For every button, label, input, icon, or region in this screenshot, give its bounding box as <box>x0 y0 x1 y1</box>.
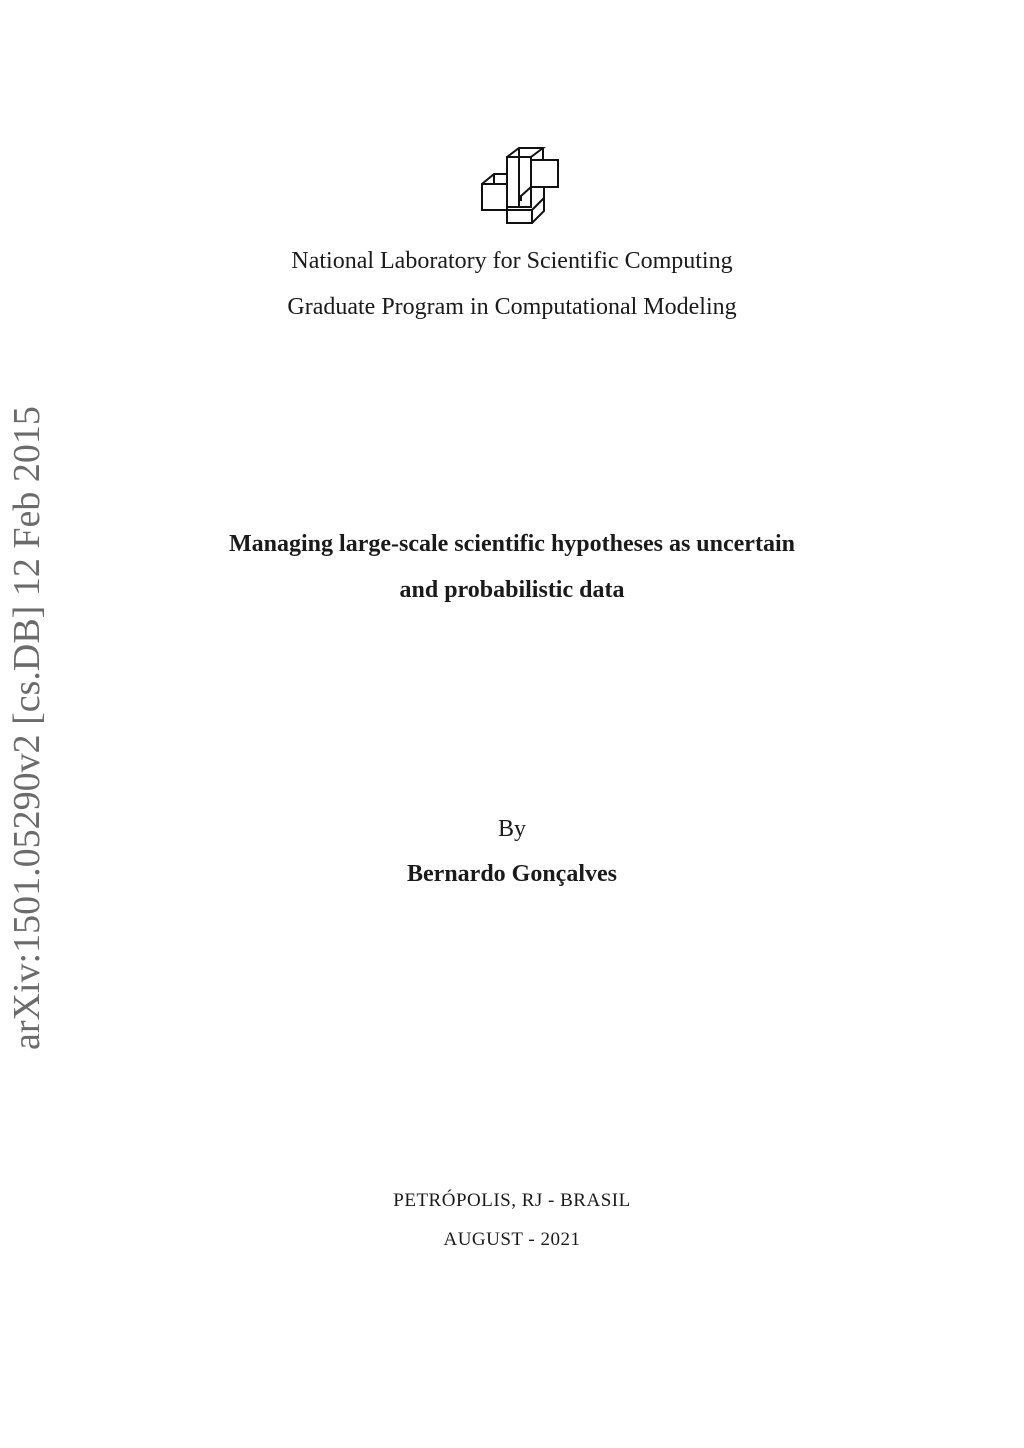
program-name: Graduate Program in Computational Modeling <box>287 294 737 320</box>
arxiv-identifier-stamp: arXiv:1501.05290v2 [cs.DB] 12 Feb 2015 <box>6 406 48 1050</box>
place: PETRÓPOLIS, RJ - BRASIL <box>393 1190 631 1211</box>
by-label: By <box>497 816 526 842</box>
interlocking-cubes-logo-icon <box>476 144 564 228</box>
thesis-title-line-2: and probabilistic data <box>399 577 625 603</box>
author-name: Bernardo Gonçalves <box>407 861 617 887</box>
date: AUGUST - 2021 <box>443 1229 581 1250</box>
institution-name: National Laboratory for Scientific Computing <box>291 248 733 274</box>
thesis-title-line-1: Managing large-scale scientific hypotheses as uncertain <box>229 531 795 557</box>
